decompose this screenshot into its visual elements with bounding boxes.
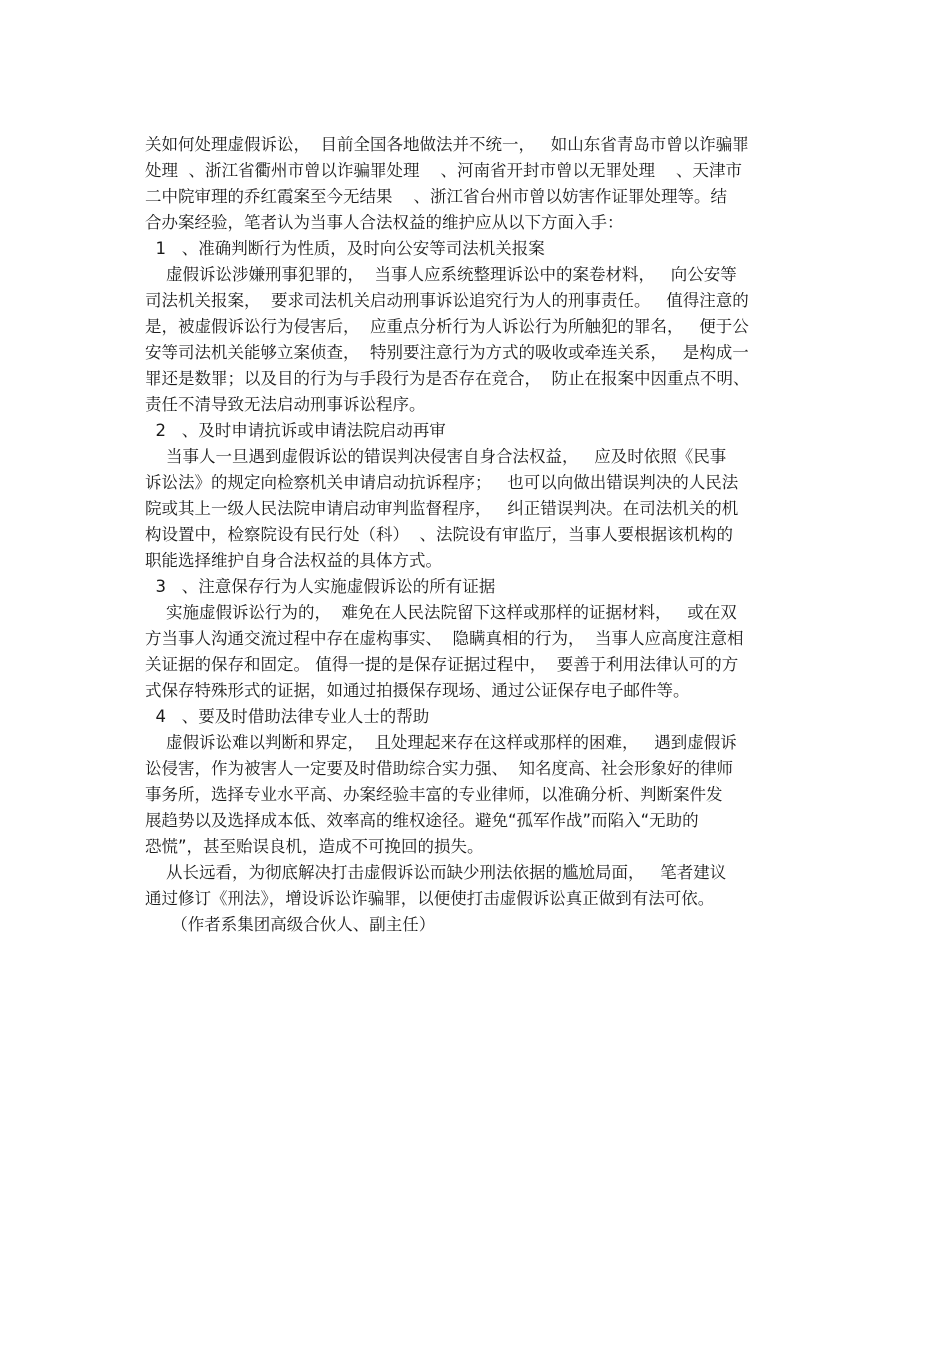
- text-line: 事务所，选择专业水平高、办案经验丰富的专业律师，以准确分析、判断案件发: [145, 785, 723, 804]
- text-line: 安等司法机关能够立案侦查， 特别要注意行为方式的吸收或牵连关系， 是构成一: [145, 343, 749, 362]
- text-line: 虚假诉讼涉嫌刑事犯罪的， 当事人应系统整理诉讼中的案卷材料， 向公安等: [145, 265, 737, 284]
- text-line: 式保存特殊形式的证据，如通过拍摄保存现场、通过公证保存电子邮件等。: [145, 681, 690, 700]
- text-line: 院或其上一级人民法院申请启动审判监督程序， 纠正错误判决。在司法机关的机: [145, 499, 739, 518]
- text-line: 讼侵害，作为被害人一定要及时借助综合实力强、 知名度高、社会形象好的律师: [145, 759, 733, 778]
- text-line: 二中院审理的乔红霞案至今无结果 、浙江省台州市曾以妨害作证罪处理等。结: [145, 187, 727, 206]
- text-line: 责任不清导致无法启动刑事诉讼程序。: [145, 395, 426, 414]
- text-line: 虚假诉讼难以判断和界定， 且处理起来存在这样或那样的困难， 遇到虚假诉: [145, 733, 737, 752]
- text-line: 实施虚假诉讼行为的， 难免在人民法院留下这样或那样的证据材料， 或在双: [145, 603, 737, 622]
- section-heading: 1 、准确判断行为性质，及时向公安等司法机关报案: [145, 239, 545, 258]
- text-line: 职能选择维护自身合法权益的具体方式。: [145, 551, 442, 570]
- text-line: 方当事人沟通交流过程中存在虚构事实、 隐瞒真相的行为， 当事人应高度注意相: [145, 629, 744, 648]
- text-line: 构设置中，检察院设有民行处（科） 、法院设有审监厅，当事人要根据该机构的: [145, 525, 733, 544]
- text-line: 关如何处理虚假诉讼， 目前全国各地做法并不统一， 如山东省青岛市曾以诈骗罪: [145, 135, 749, 154]
- text-line: 司法机关报案， 要求司法机关启动刑事诉讼追究行为人的刑事责任。 值得注意的: [145, 291, 749, 310]
- text-line: 当事人一旦遇到虚假诉讼的错误判决侵害自身合法权益， 应及时依照《民事: [145, 447, 727, 466]
- text-line: 合办案经验，笔者认为当事人合法权益的维护应从以下方面入手：: [145, 213, 624, 232]
- section-heading: 4 、要及时借助法律专业人士的帮助: [145, 707, 430, 726]
- text-line: 关证据的保存和固定。 值得一提的是保存证据过程中， 要善于利用法律认可的方: [145, 655, 739, 674]
- section-heading: 3 、注意保存行为人实施虚假诉讼的所有证据: [145, 577, 496, 596]
- text-line: 是，被虚假诉讼行为侵害后， 应重点分析行为人诉讼行为所触犯的罪名， 便于公: [145, 317, 749, 336]
- text-line: 展趋势以及选择成本低、效率高的维权途径。避免“孤军作战”而陷入“无助的: [145, 811, 699, 830]
- author-note: （作者系集团高级合伙人、副主任）: [145, 915, 436, 934]
- text-line: 恐慌”，甚至贻误良机，造成不可挽回的损失。: [145, 837, 484, 856]
- text-line: 通过修订《刑法》，增设诉讼诈骗罪，以便使打击虚假诉讼真正做到有法可依。: [145, 889, 715, 908]
- text-line: 处理 、浙江省衢州市曾以诈骗罪处理 、河南省开封市曾以无罪处理 、天津市: [145, 161, 742, 180]
- text-line: 从长远看，为彻底解决打击虚假诉讼而缺少刑法依据的尴尬局面， 笔者建议: [145, 863, 727, 882]
- text-line: 罪还是数罪；以及目的行为与手段行为是否存在竞合， 防止在报案中因重点不明、: [145, 369, 750, 388]
- text-line: 诉讼法》的规定向检察机关申请启动抗诉程序； 也可以向做出错误判决的人民法: [145, 473, 739, 492]
- section-heading: 2 、及时申请抗诉或申请法院启动再审: [145, 421, 446, 440]
